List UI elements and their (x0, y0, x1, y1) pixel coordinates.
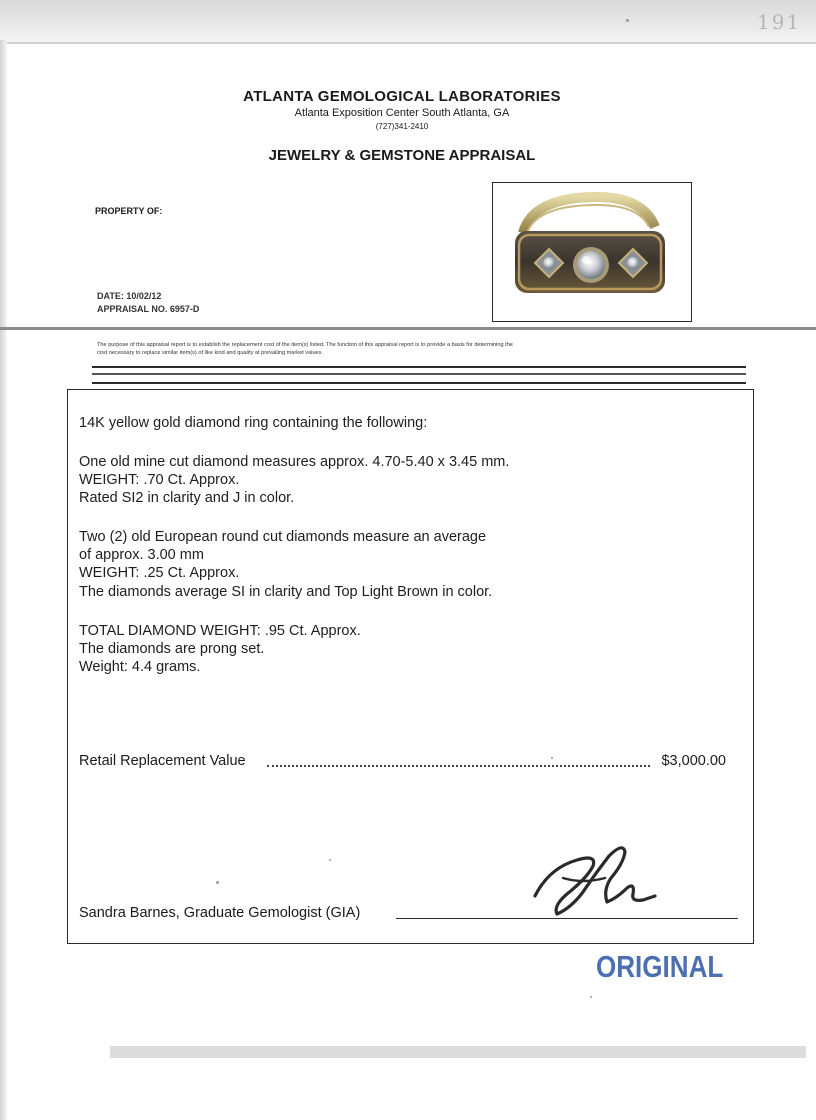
ring-image (493, 183, 691, 321)
handwritten-signature (527, 838, 662, 920)
original-stamp: ORIGINAL (596, 949, 724, 984)
center-stone-line-2: WEIGHT: .70 Ct. Approx. (79, 472, 240, 488)
center-stone-line-3: Rated SI2 in clarity and J in color. (79, 490, 295, 506)
side-stones-line-2: of approx. 3.00 mm (79, 547, 204, 563)
date-line (97, 291, 161, 301)
header-rule (0, 327, 816, 330)
date-value: 10/02/12 (126, 291, 162, 301)
disclaimer-line-2: cost necessary to replace similar item(s) of like kind and quality at prevailing market values. (97, 350, 324, 356)
retail-value-amount: $3,000.00 (661, 753, 726, 769)
description-intro: 14K yellow gold diamond ring containing the following: (79, 415, 428, 431)
appraisal-number-line (97, 304, 199, 314)
property-of-label: PROPERTY OF: (95, 206, 163, 216)
totals-line-2: The diamonds are prong set. (79, 641, 265, 657)
side-stones-line-3: WEIGHT: .25 Ct. Approx. (79, 565, 240, 581)
scan-shadow-bottom (110, 1046, 806, 1058)
center-stone-line-1: One old mine cut diamond measures approx. 4.70-5.40 x 3.45 mm. (79, 454, 510, 470)
retail-value-label: Retail Replacement Value (79, 753, 246, 769)
document-title: JEWELRY & GEMSTONE APPRAISAL (268, 147, 536, 164)
scan-shadow-top (0, 0, 816, 42)
date-label: DATE: (97, 291, 124, 301)
lab-address: Atlanta Exposition Center South Atlanta, GA (294, 107, 510, 119)
dot-leader (267, 765, 650, 767)
lab-name: ATLANTA GEMOLOGICAL LABORATORIES (243, 88, 561, 105)
scan-speck (551, 757, 553, 759)
lab-phone: (727)341-2410 (375, 122, 429, 131)
totals-line-3: Weight: 4.4 grams. (79, 659, 201, 675)
appraisal-number-value: 6957-D (169, 304, 200, 314)
page-number: 191 (757, 10, 802, 34)
disclaimer (97, 341, 717, 357)
scan-speck (590, 996, 592, 998)
appraisal-number-label: APPRAISAL NO. (97, 304, 168, 314)
side-stones-line-1: Two (2) old European round cut diamonds measure an average (79, 529, 487, 545)
scan-speck (216, 881, 219, 884)
appraiser-name: Sandra Barnes, Graduate Gemologist (GIA) (79, 905, 361, 921)
totals-line-1: TOTAL DIAMOND WEIGHT: .95 Ct. Approx. (79, 623, 361, 639)
scan-speck (626, 19, 629, 22)
decorative-band (92, 366, 746, 384)
disclaimer-line-1: The purpose of this appraisal report is to establish the replacement cost of the item(s) listed. The function of this appraisal report is to provide a basis for determining the (97, 342, 513, 348)
side-stones-line-4: The diamonds average SI in clarity and Top Light Brown in color. (79, 584, 493, 600)
ring-photo (492, 182, 692, 322)
scan-edge-line (0, 42, 816, 44)
scan-shadow-left (0, 40, 7, 1120)
scan-speck (329, 859, 331, 861)
retail-value-row (79, 753, 726, 773)
